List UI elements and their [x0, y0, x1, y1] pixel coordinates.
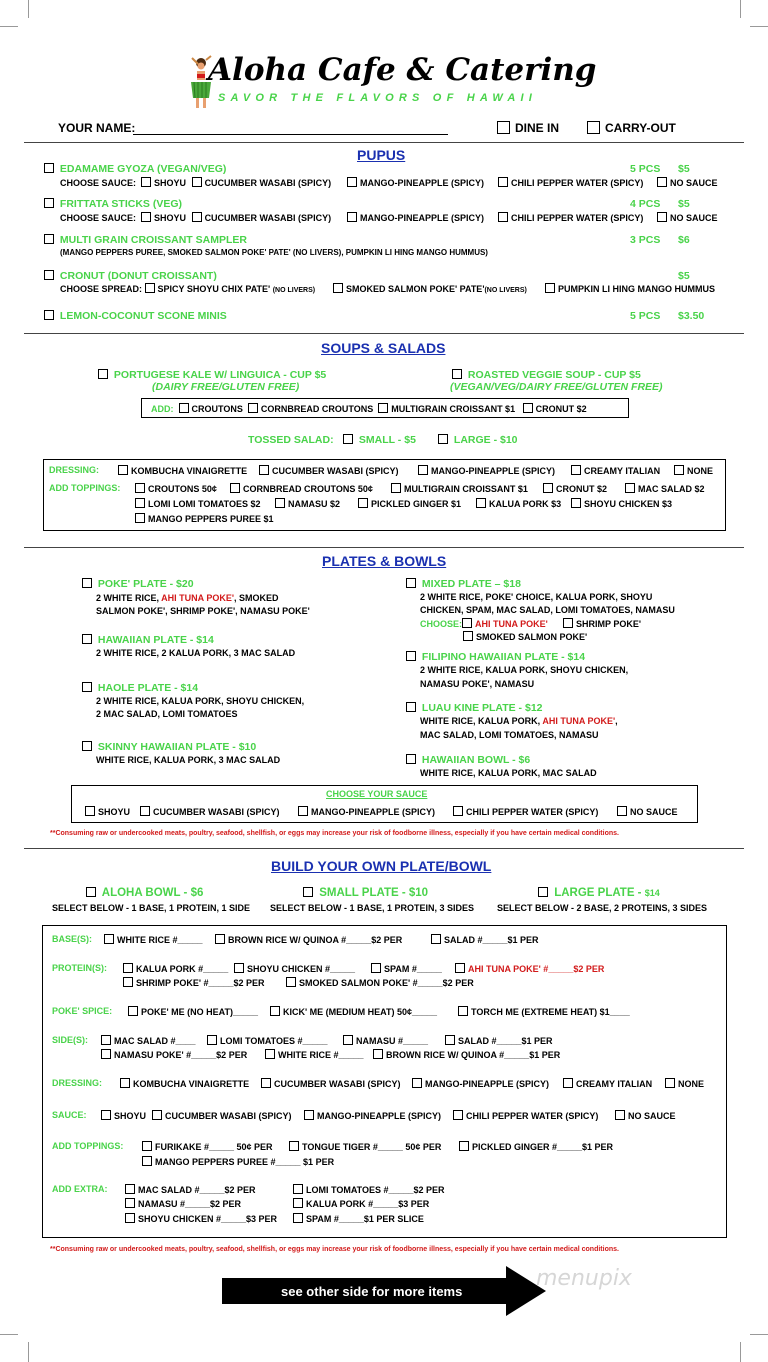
mixed-plate-desc-1: 2 WHITE RICE, POKE' CHOICE, KALUA PORK, SHOYU [420, 592, 653, 602]
topping-cronut[interactable]: CRONUT $2 [543, 483, 607, 494]
topping-cornbread[interactable]: CORNBREAD CROUTONS 50¢ [230, 483, 373, 494]
plate-sauce-shoyu[interactable]: SHOYU [85, 806, 130, 817]
mixed-choose-salmon[interactable]: SMOKED SALMON POKE' [463, 631, 587, 642]
salad-dressing-label: DRESSING: [49, 465, 100, 475]
spice-label: POKE' SPICE: [52, 1006, 113, 1016]
build-dressing-label: DRESSING: [52, 1078, 103, 1088]
edamame-item[interactable]: EDAMAME GYOZA (VEGAN/VEG) [44, 163, 226, 175]
mixed-choose-row: CHOOSE: AHI TUNA POKE' [420, 619, 548, 629]
protein-label: PROTEIN(S): [52, 963, 107, 973]
extra-kalua[interactable]: KALUA PORK #_____$3 PER [293, 1198, 429, 1209]
mixed-choose-shrimp[interactable]: SHRIMP POKE' [563, 618, 641, 629]
poke-plate-desc-2: SALMON POKE', SHRIMP POKE', NAMASU POKE' [96, 606, 310, 616]
protein-shoyu-chicken[interactable]: SHOYU CHICKEN #_____ [234, 963, 355, 974]
poke-plate-item[interactable]: POKE' PLATE - $20 [82, 578, 194, 590]
extra-namasu[interactable]: NAMASU #_____$2 PER [125, 1198, 241, 1209]
side-white-rice[interactable]: WHITE RICE #_____ [265, 1049, 364, 1060]
frittata-sauce-mango[interactable]: MANGO-PINEAPPLE (SPICY) [347, 212, 484, 223]
poke-plate-desc-1: 2 WHITE RICE, AHI TUNA POKE', SMOKED [96, 593, 279, 603]
carry-out-option[interactable]: CARRY-OUT [587, 121, 676, 135]
veggie-soup-note: (VEGAN/VEG/DAIRY FREE/GLUTEN FREE) [450, 381, 663, 393]
crop-mark [750, 26, 768, 27]
crop-mark [740, 1342, 741, 1362]
haole-plate-item[interactable]: HAOLE PLATE - $14 [82, 682, 198, 694]
frittata-sauce-none[interactable]: NO SAUCE [657, 212, 718, 223]
base-salad[interactable]: SALAD #_____$1 PER [431, 934, 539, 945]
frittata-sauce-chili[interactable]: CHILI PEPPER WATER (SPICY) [498, 212, 643, 223]
frittata-item[interactable]: FRITTATA STICKS (VEG) [44, 198, 182, 210]
filipino-plate-desc-2: NAMASU POKE', NAMASU [420, 679, 535, 689]
croissant-desc: (MANGO PEPPERS PUREE, SMOKED SALMON POKE' PATE' (NO LIVERS), PUMPKIN LI HING MANGO HUMMUS) [60, 248, 488, 257]
salad-dressing-2[interactable]: CUCUMBER WASABI (SPICY) [259, 465, 399, 476]
protein-shrimp[interactable]: SHRIMP POKE' #_____$2 PER [123, 977, 265, 988]
cronut-spread-row: CHOOSE SPREAD: SPICY SHOYU CHIX PATE' (NO LIVERS) [60, 284, 316, 294]
plates-heading: PLATES & BOWLS [322, 553, 447, 569]
side-lomi[interactable]: LOMI TOMATOES #_____ [207, 1035, 328, 1046]
salad-dressing-1[interactable]: KOMBUCHA VINAIGRETTE [118, 465, 247, 476]
salad-toppings-label: ADD TOPPINGS: [49, 483, 121, 493]
mixed-plate-desc-2: CHICKEN, SPAM, MAC SALAD, LOMI TOMATOES, NAMASU [420, 605, 675, 615]
divider [24, 333, 744, 334]
cronut-item[interactable]: CRONUT (DONUT CROISSANT) [44, 270, 217, 282]
crop-mark [750, 1334, 768, 1335]
veggie-soup-item[interactable]: ROASTED VEGGIE SOUP - CUP $5 [452, 369, 641, 381]
topping-namasu[interactable]: NAMASU $2 [275, 498, 340, 509]
topping-pickled-ginger[interactable]: PICKLED GINGER #_____$1 PER [459, 1141, 613, 1152]
cafe-tagline: SAVOR THE FLAVORS OF HAWAII [218, 92, 538, 104]
base-label: BASE(S): [52, 934, 92, 944]
skinny-plate-item[interactable]: SKINNY HAWAIIAN PLATE - $10 [82, 741, 256, 753]
build-dressing-4[interactable]: CREAMY ITALIAN [563, 1078, 652, 1089]
plate-sauce-heading: CHOOSE YOUR SAUCE [326, 789, 428, 799]
hawaiian-bowl-item[interactable]: HAWAIIAN BOWL - $6 [406, 754, 530, 766]
build-toppings-label: ADD TOPPINGS: [52, 1141, 124, 1151]
soup-add-row: ADD: CROUTONS CORNBREAD CROUTONS MULTIGRAIN CROISSANT $1 CRONUT $2 [151, 404, 587, 414]
kale-soup-item[interactable]: PORTUGESE KALE W/ LINGUICA - CUP $5 [98, 369, 326, 381]
crop-mark [0, 1334, 18, 1335]
mixed-plate-item[interactable]: MIXED PLATE – $18 [406, 578, 521, 590]
build-sauce-chili[interactable]: CHILI PEPPER WATER (SPICY) [453, 1110, 598, 1121]
luau-plate-desc-1: WHITE RICE, KALUA PORK, AHI TUNA POKE', [420, 716, 618, 726]
croissant-item[interactable]: MULTI GRAIN CROISSANT SAMPLER [44, 234, 247, 246]
build-heading: BUILD YOUR OWN PLATE/BOWL [271, 858, 492, 874]
build-dressing-1[interactable]: KOMBUCHA VINAIGRETTE [120, 1078, 249, 1089]
build-sauce-label: SAUCE: [52, 1110, 87, 1120]
extra-label: ADD EXTRA: [52, 1184, 108, 1194]
plate-sauce-none[interactable]: NO SAUCE [617, 806, 678, 817]
salad-dressing-3[interactable]: MANGO-PINEAPPLE (SPICY) [418, 465, 555, 476]
cafe-title: Aloha Cafe & Catering [208, 52, 597, 88]
build-dressing-2[interactable]: CUCUMBER WASABI (SPICY) [261, 1078, 401, 1089]
spice-extreme[interactable]: TORCH ME (EXTREME HEAT) $1____ [458, 1006, 630, 1017]
frittata-qty: 4 PCS [630, 198, 661, 210]
frittata-price: $5 [678, 198, 690, 210]
edamame-sauce-chili[interactable]: CHILI PEPPER WATER (SPICY) [498, 177, 643, 188]
topping-furikake[interactable]: FURIKAKE #_____ 50¢ PER [142, 1141, 273, 1152]
hawaiian-bowl-desc: WHITE RICE, KALUA PORK, MAC SALAD [420, 768, 597, 778]
topping-mango-peppers[interactable]: MANGO PEPPERS PUREE #_____ $1 PER [142, 1156, 334, 1167]
edamame-sauce-none[interactable]: NO SAUCE [657, 177, 718, 188]
pupus-heading: PUPUS [357, 147, 406, 163]
spice-medium[interactable]: KICK' ME (MEDIUM HEAT) 50¢_____ [270, 1006, 437, 1017]
edamame-sauce-mango[interactable]: MANGO-PINEAPPLE (SPICY) [347, 177, 484, 188]
kale-soup-note: (DAIRY FREE/GLUTEN FREE) [152, 381, 300, 393]
spice-no-heat[interactable]: POKE' ME (NO HEAT)_____ [128, 1006, 258, 1017]
small-plate-option[interactable]: SMALL PLATE - $10 [303, 887, 428, 899]
extra-mac-salad[interactable]: MAC SALAD #_____$2 PER [125, 1184, 256, 1195]
scone-price: $3.50 [678, 310, 705, 322]
base-white-rice[interactable]: WHITE RICE #_____ [104, 934, 203, 945]
side-label: SIDE(S): [52, 1035, 88, 1045]
build-sauce-shoyu[interactable]: SHOYU [101, 1110, 146, 1121]
hawaiian-plate-desc: 2 WHITE RICE, 2 KALUA PORK, 3 MAC SALAD [96, 648, 296, 658]
small-plate-desc: SELECT BELOW - 1 BASE, 1 PROTEIN, 3 SIDES [270, 903, 475, 913]
crop-mark [0, 26, 18, 27]
side-salad[interactable]: SALAD #_____$1 PER [445, 1035, 553, 1046]
salad-small-option[interactable]: SMALL - $5 [343, 434, 416, 446]
hawaiian-plate-item[interactable]: HAWAIIAN PLATE - $14 [82, 634, 214, 646]
scone-item[interactable]: LEMON-COCONUT SCONE MINIS [44, 310, 227, 322]
luau-plate-desc-2: MAC SALAD, LOMI TOMATOES, NAMASU [420, 730, 599, 740]
topping-mac-salad[interactable]: MAC SALAD $2 [625, 483, 705, 494]
topping-shoyu-chicken[interactable]: SHOYU CHICKEN $3 [571, 498, 672, 509]
extra-spam[interactable]: SPAM #_____$1 PER SLICE [293, 1213, 424, 1224]
crop-mark [740, 0, 741, 18]
large-plate-desc: SELECT BELOW - 2 BASE, 2 PROTEINS, 3 SIDES [497, 903, 708, 913]
build-dressing-5[interactable]: NONE [665, 1078, 704, 1089]
topping-croissant[interactable]: MULTIGRAIN CROISSANT $1 [391, 483, 528, 494]
raw-food-warning-2: **Consuming raw or undercooked meats, poultry, seafood, shellfish, or eggs may increase your risk of foodborne illness, especially if you have certain medical conditions. [50, 1246, 619, 1253]
edamame-sauce-row: CHOOSE SAUCE: SHOYU CUCUMBER WASABI (SPICY) [60, 178, 332, 188]
croissant-qty: 3 PCS [630, 234, 661, 246]
salad-dressing-4[interactable]: CREAMY ITALIAN [571, 465, 660, 476]
checkbox[interactable] [497, 121, 510, 134]
topping-ginger[interactable]: PICKLED GINGER $1 [358, 498, 461, 509]
aloha-bowl-desc: SELECT BELOW - 1 BASE, 1 PROTEIN, 1 SIDE [52, 903, 251, 913]
checkbox[interactable] [587, 121, 600, 134]
edamame-qty: 5 PCS [630, 163, 661, 175]
protein-kalua[interactable]: KALUA PORK #_____ [123, 963, 228, 974]
side-namasu-poke[interactable]: NAMASU POKE' #_____$2 PER [101, 1049, 247, 1060]
protein-salmon[interactable]: SMOKED SALMON POKE' #_____$2 PER [286, 977, 474, 988]
cronut-spread-salmon[interactable]: SMOKED SALMON POKE' PATE'(NO LIVERS) [333, 283, 527, 294]
filipino-plate-desc-1: 2 WHITE RICE, KALUA PORK, SHOYU CHICKEN, [420, 665, 629, 675]
raw-food-warning: **Consuming raw or undercooked meats, poultry, seafood, shellfish, or eggs may increase your risk of foodborne illness, especially if you have certain medical conditions. [50, 830, 619, 837]
side-namasu[interactable]: NAMASU #_____ [343, 1035, 428, 1046]
crop-mark [28, 0, 29, 18]
topping-lomi[interactable]: LOMI LOMI TOMATOES $2 [135, 498, 261, 509]
scone-qty: 5 PCS [630, 310, 661, 322]
base-brown-rice[interactable]: BROWN RICE W/ QUINOA #_____$2 PER [215, 934, 402, 945]
menupix-watermark: menupix [536, 1266, 632, 1291]
cronut-spread-hummus[interactable]: PUMPKIN LI HING MANGO HUMMUS [545, 283, 715, 294]
luau-plate-item[interactable]: LUAU KINE PLATE - $12 [406, 702, 543, 714]
topping-croutons[interactable]: CROUTONS 50¢ [135, 483, 217, 494]
plate-sauce-wasabi[interactable]: CUCUMBER WASABI (SPICY) [140, 806, 280, 817]
see-other-side-text: see other side for more items [281, 1284, 463, 1299]
build-sauce-mango[interactable]: MANGO-PINEAPPLE (SPICY) [304, 1110, 441, 1121]
divider [24, 142, 744, 143]
cronut-price: $5 [678, 270, 690, 282]
tossed-salad-label: TOSSED SALAD: [248, 434, 334, 446]
plate-sauce-mango[interactable]: MANGO-PINEAPPLE (SPICY) [298, 806, 435, 817]
extra-shoyu-chicken[interactable]: SHOYU CHICKEN #_____$3 PER [125, 1213, 277, 1224]
extra-lomi[interactable]: LOMI TOMATOES #_____$2 PER [293, 1184, 445, 1195]
divider [24, 848, 744, 849]
plate-sauce-chili[interactable]: CHILI PEPPER WATER (SPICY) [453, 806, 598, 817]
salad-dressing-5[interactable]: NONE [674, 465, 713, 476]
side-mac-salad[interactable]: MAC SALAD #____ [101, 1035, 196, 1046]
build-sauce-wasabi[interactable]: CUCUMBER WASABI (SPICY) [152, 1110, 292, 1121]
filipino-plate-item[interactable]: FILIPINO HAWAIIAN PLATE - $14 [406, 651, 585, 663]
your-name-label: YOUR NAME: [58, 121, 136, 135]
build-dressing-3[interactable]: MANGO-PINEAPPLE (SPICY) [412, 1078, 549, 1089]
soups-heading: SOUPS & SALADS [321, 340, 446, 356]
side-brown-rice[interactable]: BROWN RICE W/ QUINOA #_____$1 PER [373, 1049, 560, 1060]
skinny-plate-desc: WHITE RICE, KALUA PORK, 3 MAC SALAD [96, 755, 281, 765]
crop-mark [28, 1342, 29, 1362]
your-name-input[interactable] [133, 134, 448, 135]
divider [24, 547, 744, 548]
topping-tongue-tiger[interactable]: TONGUE TIGER #_____ 50¢ PER [289, 1141, 441, 1152]
build-sauce-none[interactable]: NO SAUCE [615, 1110, 676, 1121]
dine-in-option[interactable]: DINE IN [497, 121, 559, 135]
protein-ahi[interactable]: AHI TUNA POKE' #_____$2 PER [455, 963, 604, 974]
haole-plate-desc-1: 2 WHITE RICE, KALUA PORK, SHOYU CHICKEN, [96, 696, 305, 706]
edamame-price: $5 [678, 163, 690, 175]
protein-spam[interactable]: SPAM #_____ [371, 963, 442, 974]
frittata-sauce-row: CHOOSE SAUCE: SHOYU CUCUMBER WASABI (SPICY) [60, 213, 332, 223]
topping-kalua[interactable]: KALUA PORK $3 [476, 498, 561, 509]
topping-mango-puree[interactable]: MANGO PEPPERS PUREE $1 [135, 513, 274, 524]
aloha-bowl-option[interactable]: ALOHA BOWL - $6 [86, 887, 203, 899]
salad-large-option[interactable]: LARGE - $10 [438, 434, 518, 446]
croissant-price: $6 [678, 234, 690, 246]
large-plate-option[interactable]: LARGE PLATE - $14 [538, 887, 660, 899]
haole-plate-desc-2: 2 MAC SALAD, LOMI TOMATOES [96, 709, 238, 719]
